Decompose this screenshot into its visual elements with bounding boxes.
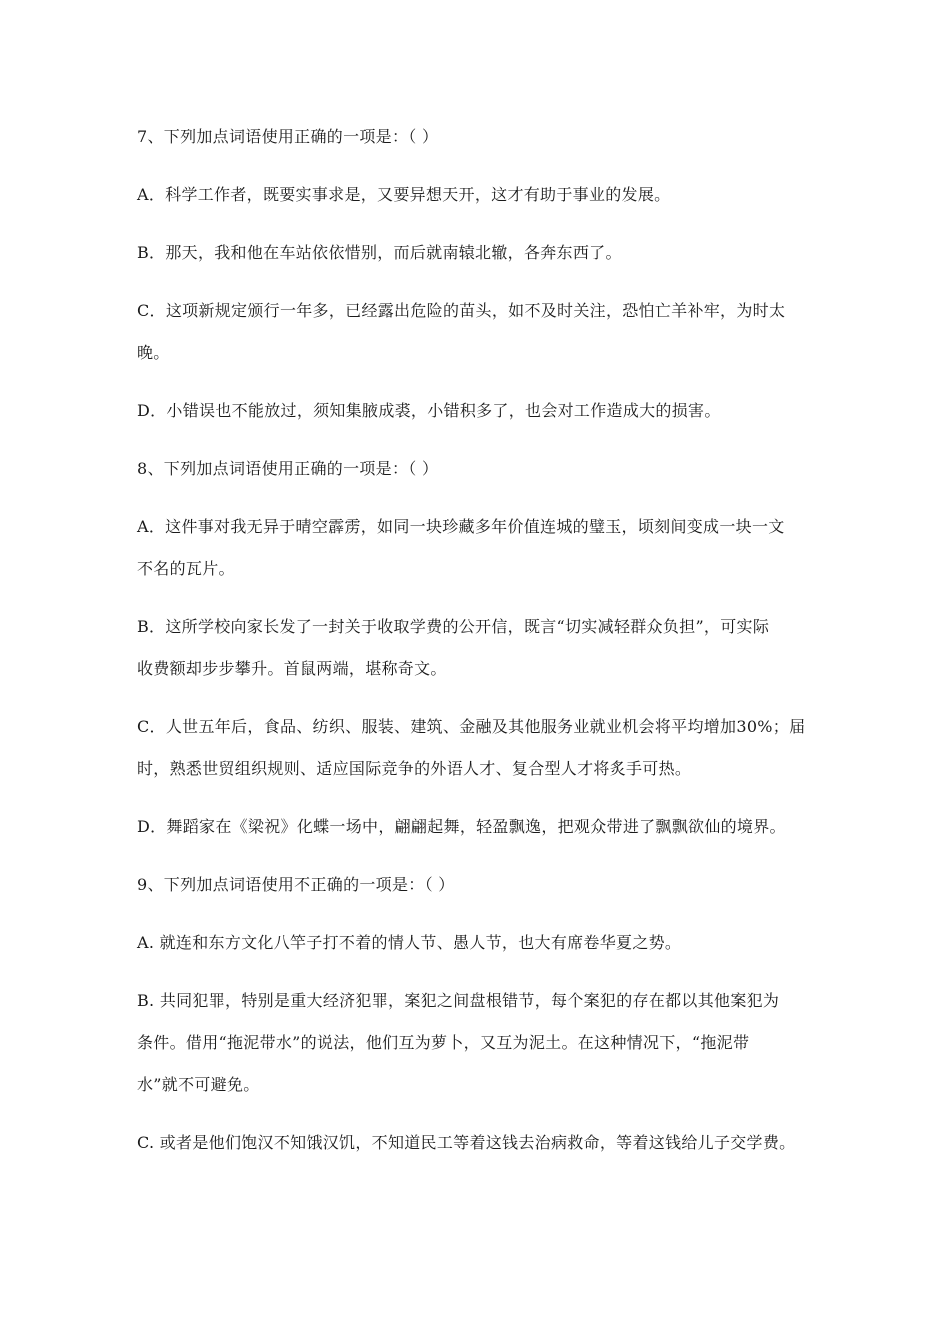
question-7-option-b: B．那天，我和他在车站依依惜别，而后就南辕北辙，各奔东西了。	[137, 243, 622, 262]
question-7-option-d: D．小错误也不能放过，须知集腋成裘，小错积多了，也会对工作造成大的损害。	[137, 401, 721, 420]
question-8-option-a-line1: A．这件事对我无异于晴空霹雳，如同一块珍藏多年价值连城的璧玉，顷刻间变成一块一文	[137, 517, 785, 536]
question-8-option-d: D．舞蹈家在《梁祝》化蝶一场中，翩翩起舞，轻盈飘逸，把观众带进了飘飘欲仙的境界。	[137, 817, 786, 836]
question-7-option-c-line1: C．这项新规定颁行一年多，已经露出危险的苗头，如不及时关注，恐怕亡羊补牢，为时太	[137, 301, 786, 320]
question-8-option-b-line2: 收费额却步步攀升。首鼠两端，堪称奇文。	[137, 659, 447, 678]
question-8-option-c-line2: 时，熟悉世贸组织规则、适应国际竞争的外语人才、复合型人才将炙手可热。	[137, 759, 692, 778]
question-9-option-c: C. 或者是他们饱汉不知饿汉饥，不知道民工等着这钱去治病救命，等着这钱给儿子交学费。	[137, 1133, 796, 1152]
question-9-stem: 9、下列加点词语使用不正确的一项是：（ ）	[137, 875, 455, 894]
question-9-option-b-line2: 条件。借用“拖泥带水”的说法，他们互为萝卜，又互为泥土。在这种情况下，“拖泥带	[137, 1033, 750, 1052]
question-8-stem: 8、下列加点词语使用正确的一项是：（ ）	[137, 459, 439, 478]
question-7-option-a: A．科学工作者，既要实事求是，又要异想天开，这才有助于事业的发展。	[137, 185, 671, 204]
question-8-option-c-line1: C．人世五年后，食品、纺织、服装、建筑、金融及其他服务业就业机会将平均增加30%；届	[137, 717, 806, 736]
question-8-option-a-line2: 不名的瓦片。	[137, 559, 235, 578]
question-9-option-b-line1: B. 共同犯罪，特别是重大经济犯罪，案犯之间盘根错节，每个案犯的存在都以其他案犯为	[137, 991, 780, 1010]
question-9-option-a: A. 就连和东方文化八竿子打不着的情人节、愚人节，也大有席卷华夏之势。	[137, 933, 682, 952]
question-7-option-c-line2: 晚。	[137, 343, 170, 362]
question-7-stem: 7、下列加点词语使用正确的一项是：（ ）	[137, 127, 439, 146]
question-9-option-b-line3: 水”就不可避免。	[137, 1075, 260, 1094]
question-8-option-b-line1: B．这所学校向家长发了一封关于收取学费的公开信，既言“切实减轻群众负担”，可实际	[137, 617, 770, 636]
